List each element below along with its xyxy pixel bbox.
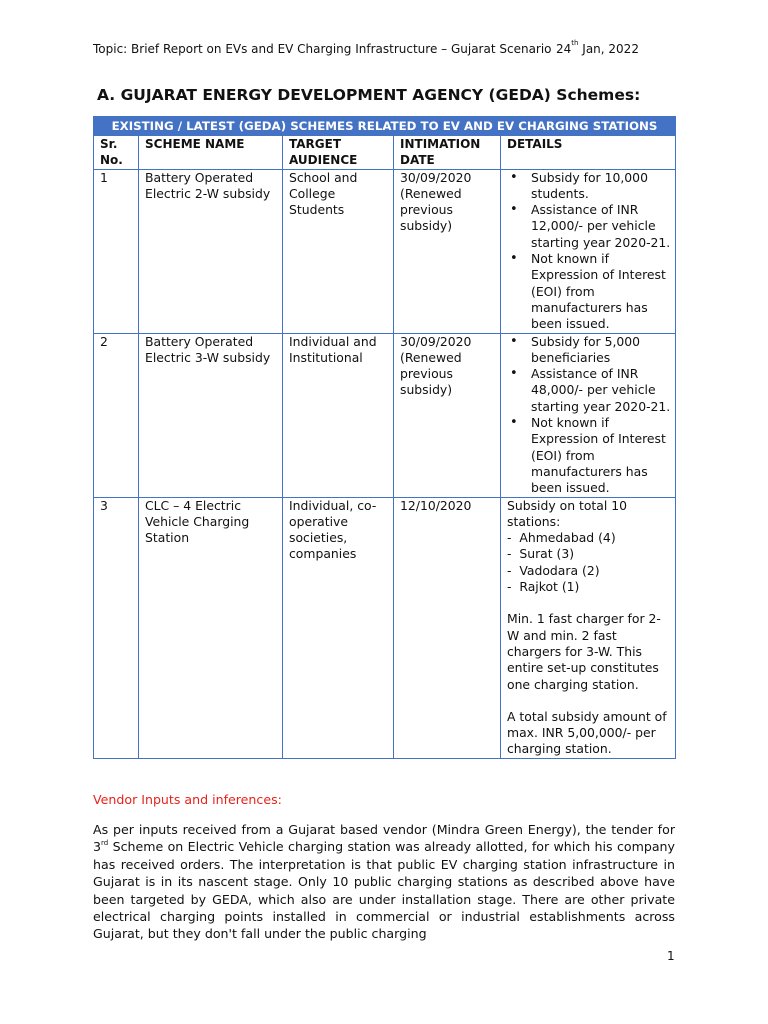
row-details [501, 169, 676, 333]
station-item: - Ahmedabad (4) [507, 530, 616, 546]
details-list [507, 334, 671, 497]
station-item: - Rajkot (1) [507, 579, 580, 595]
table-row [94, 169, 676, 333]
header-sr-no: Sr. No. [94, 136, 139, 170]
details-charger-requirement: Min. 1 fast charger for 2-W and min. 2 fast chargers for 3-W. This entire set-up constitutes one charging station. [507, 611, 661, 692]
details-bullet: • Assistance of INR 48,000/- per vehicle starting year 2020-21. [507, 366, 671, 415]
vendor-inputs-paragraph: As per inputs received from a Gujarat based vendor (Mindra Green Energy), the tender for 3rd Scheme on Electric Vehicle charging station was already allotted, for which his company has received orders. The interpretation is that public EV charging station infrastructure in Gujarat is in its nascent stage. Only 10 public charging stations as described above have been targeted by GEDA, which also are under installation stage. There are other private electrical charging points installed in commercial or industrial establishments across Gujarat, but they don't fall under the public charging [93, 822, 675, 942]
section-title: A. GUJARAT ENERGY DEVELOPMENT AGENCY (GEDA) Schemes: [97, 86, 641, 104]
row-audience: School and College Students [283, 169, 394, 333]
header-details: DETAILS [501, 136, 676, 170]
row-details [501, 333, 676, 497]
station-item: - Surat (3) [507, 546, 575, 562]
stations-list [507, 530, 671, 595]
row-sr: 2 [94, 333, 139, 497]
row-scheme-name: Battery Operated Electric 2-W subsidy [139, 169, 283, 333]
table-row [94, 333, 676, 497]
table-header-row [94, 136, 676, 170]
header-intimation-date: INTIMATION DATE [394, 136, 501, 170]
details-intro: Subsidy on total 10 stations: [507, 497, 628, 529]
details-subsidy-amount: A total subsidy amount of max. INR 5,00,000/- per charging station. [507, 708, 667, 757]
row-scheme-name: CLC – 4 Electric Vehicle Charging Station [139, 497, 283, 758]
page-number: 1 [667, 949, 675, 963]
row-audience: Individual and Institutional [283, 333, 394, 497]
row-date: 30/09/2020 (Renewed previous subsidy) [394, 333, 501, 497]
header-target-audience: TARGET AUDIENCE [283, 136, 394, 170]
row-details [501, 497, 676, 758]
row-audience: Individual, co-operative societies, companies [283, 497, 394, 758]
details-bullet: • Not known if Expression of Interest (EOI) from manufacturers has been issued. [507, 251, 671, 332]
table-banner: EXISTING / LATEST (GEDA) SCHEMES RELATED TO EV AND EV CHARGING STATIONS [94, 117, 676, 136]
details-bullet: • Not known if Expression of Interest (EOI) from manufacturers has been issued. [507, 415, 671, 496]
row-sr: 1 [94, 169, 139, 333]
details-bullet: • Subsidy for 10,000 students. [507, 170, 671, 203]
report-topic: Topic: Brief Report on EVs and EV Charging Infrastructure – Gujarat Scenario [93, 42, 552, 56]
row-date: 30/09/2020 (Renewed previous subsidy) [394, 169, 501, 333]
schemes-table [93, 116, 676, 759]
vendor-inputs-heading: Vendor Inputs and inferences: [93, 792, 282, 807]
details-bullet: • Subsidy for 5,000 beneficiaries [507, 334, 671, 367]
row-date: 12/10/2020 [394, 497, 501, 758]
header-scheme-name: SCHEME NAME [139, 136, 283, 170]
table-banner-row [94, 117, 676, 136]
details-bullet: • Assistance of INR 12,000/- per vehicle starting year 2020-21. [507, 202, 671, 251]
table-row [94, 497, 676, 758]
station-item: - Vadodara (2) [507, 562, 600, 578]
report-date: 24th Jan, 2022 [556, 39, 639, 56]
details-list [507, 170, 671, 333]
row-sr: 3 [94, 497, 139, 758]
row-scheme-name: Battery Operated Electric 3-W subsidy [139, 333, 283, 497]
